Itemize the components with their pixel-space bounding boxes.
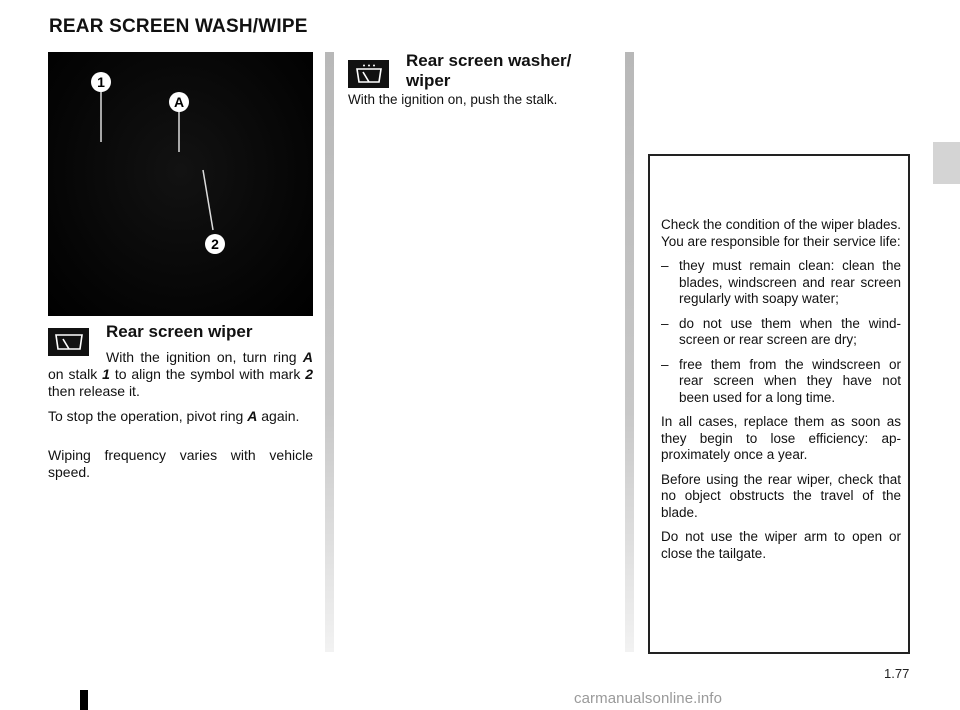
callout-label-a: A (173, 94, 185, 110)
stalk-photo-callouts (48, 52, 313, 316)
wiper-care-item-text: they must remain clean: clean the blades, windscreen and rear screen regularly with soapy water; (679, 258, 901, 306)
wiper-care-tailgate: Do not use the wiper arm to open or close the tailgate. (661, 529, 901, 561)
ring-ref: A (247, 408, 258, 424)
instruction-text: on stalk (48, 366, 103, 382)
wiper-care-item: – do not use them when the wind-screen or rear screen are dry; (661, 315, 901, 347)
instruction-text: to align the symbol with mark (109, 366, 306, 382)
wiper-care-item: – free them from the windscreen or rear screen when they have not been used for a long time. (661, 356, 901, 405)
rear-wiper-frequency: Wiping frequency varies with vehicle speed. (48, 447, 313, 480)
rear-washer-icon (348, 60, 389, 88)
rear-wiper-stop (48, 408, 313, 425)
wiper-care-item: – they must remain clean: clean the blades, windscreen and rear screen regularly with soapy water; (661, 258, 901, 306)
rear-washer-heading-line1: Rear screen washer/ (406, 51, 572, 70)
stalk-photo (48, 52, 313, 316)
callout-label-2: 2 (211, 236, 219, 252)
ring-ref: A (302, 349, 313, 365)
rear-washer-heading (406, 51, 606, 91)
wiper-care-item-text: free them from the windscreen or rear screen when they have not been used for a long time. (679, 356, 901, 405)
rear-wiper-instruction (48, 349, 313, 400)
stalk-ref: 1 (102, 366, 110, 382)
stop-text: To stop the operation, pivot ring (48, 408, 248, 424)
stop-text: again. (257, 408, 300, 424)
column-divider-right (625, 52, 634, 652)
wiper-care-check: Before using the rear wiper, check that no object obstructs the travel of the blade. (661, 471, 901, 520)
instruction-text: With the ignition on, turn ring (106, 349, 303, 365)
rear-washer-instruction: With the ignition on, push the stalk. (348, 92, 558, 107)
rear-washer-heading-line2: wiper (406, 71, 451, 90)
chapter-tab (933, 142, 960, 184)
site-watermark: carmanualsonline.info (574, 690, 723, 707)
wiper-care-content (661, 217, 901, 570)
wiper-care-intro: Check the condition of the wiper blades. You are responsible for their service life: (661, 217, 901, 249)
page-number: 1.77 (884, 666, 910, 681)
callout-label-1: 1 (97, 74, 105, 90)
rear-wiper-heading: Rear screen wiper (106, 322, 253, 341)
corner-mark (80, 690, 88, 710)
instruction-text: then release it. (48, 383, 140, 399)
mark-ref: 2 (305, 366, 314, 382)
callout-line-2 (203, 170, 213, 230)
wiper-care-replace: In all cases, replace them as soon as they begin to lose efficiency: ap-proximately once a year. (661, 414, 901, 462)
page-title: REAR SCREEN WASH/WIPE (49, 16, 308, 37)
wiper-care-box (648, 154, 910, 654)
wiper-care-item-text: do not use them when the wind-screen or rear screen are dry; (679, 315, 901, 347)
column-divider-left (325, 52, 334, 652)
